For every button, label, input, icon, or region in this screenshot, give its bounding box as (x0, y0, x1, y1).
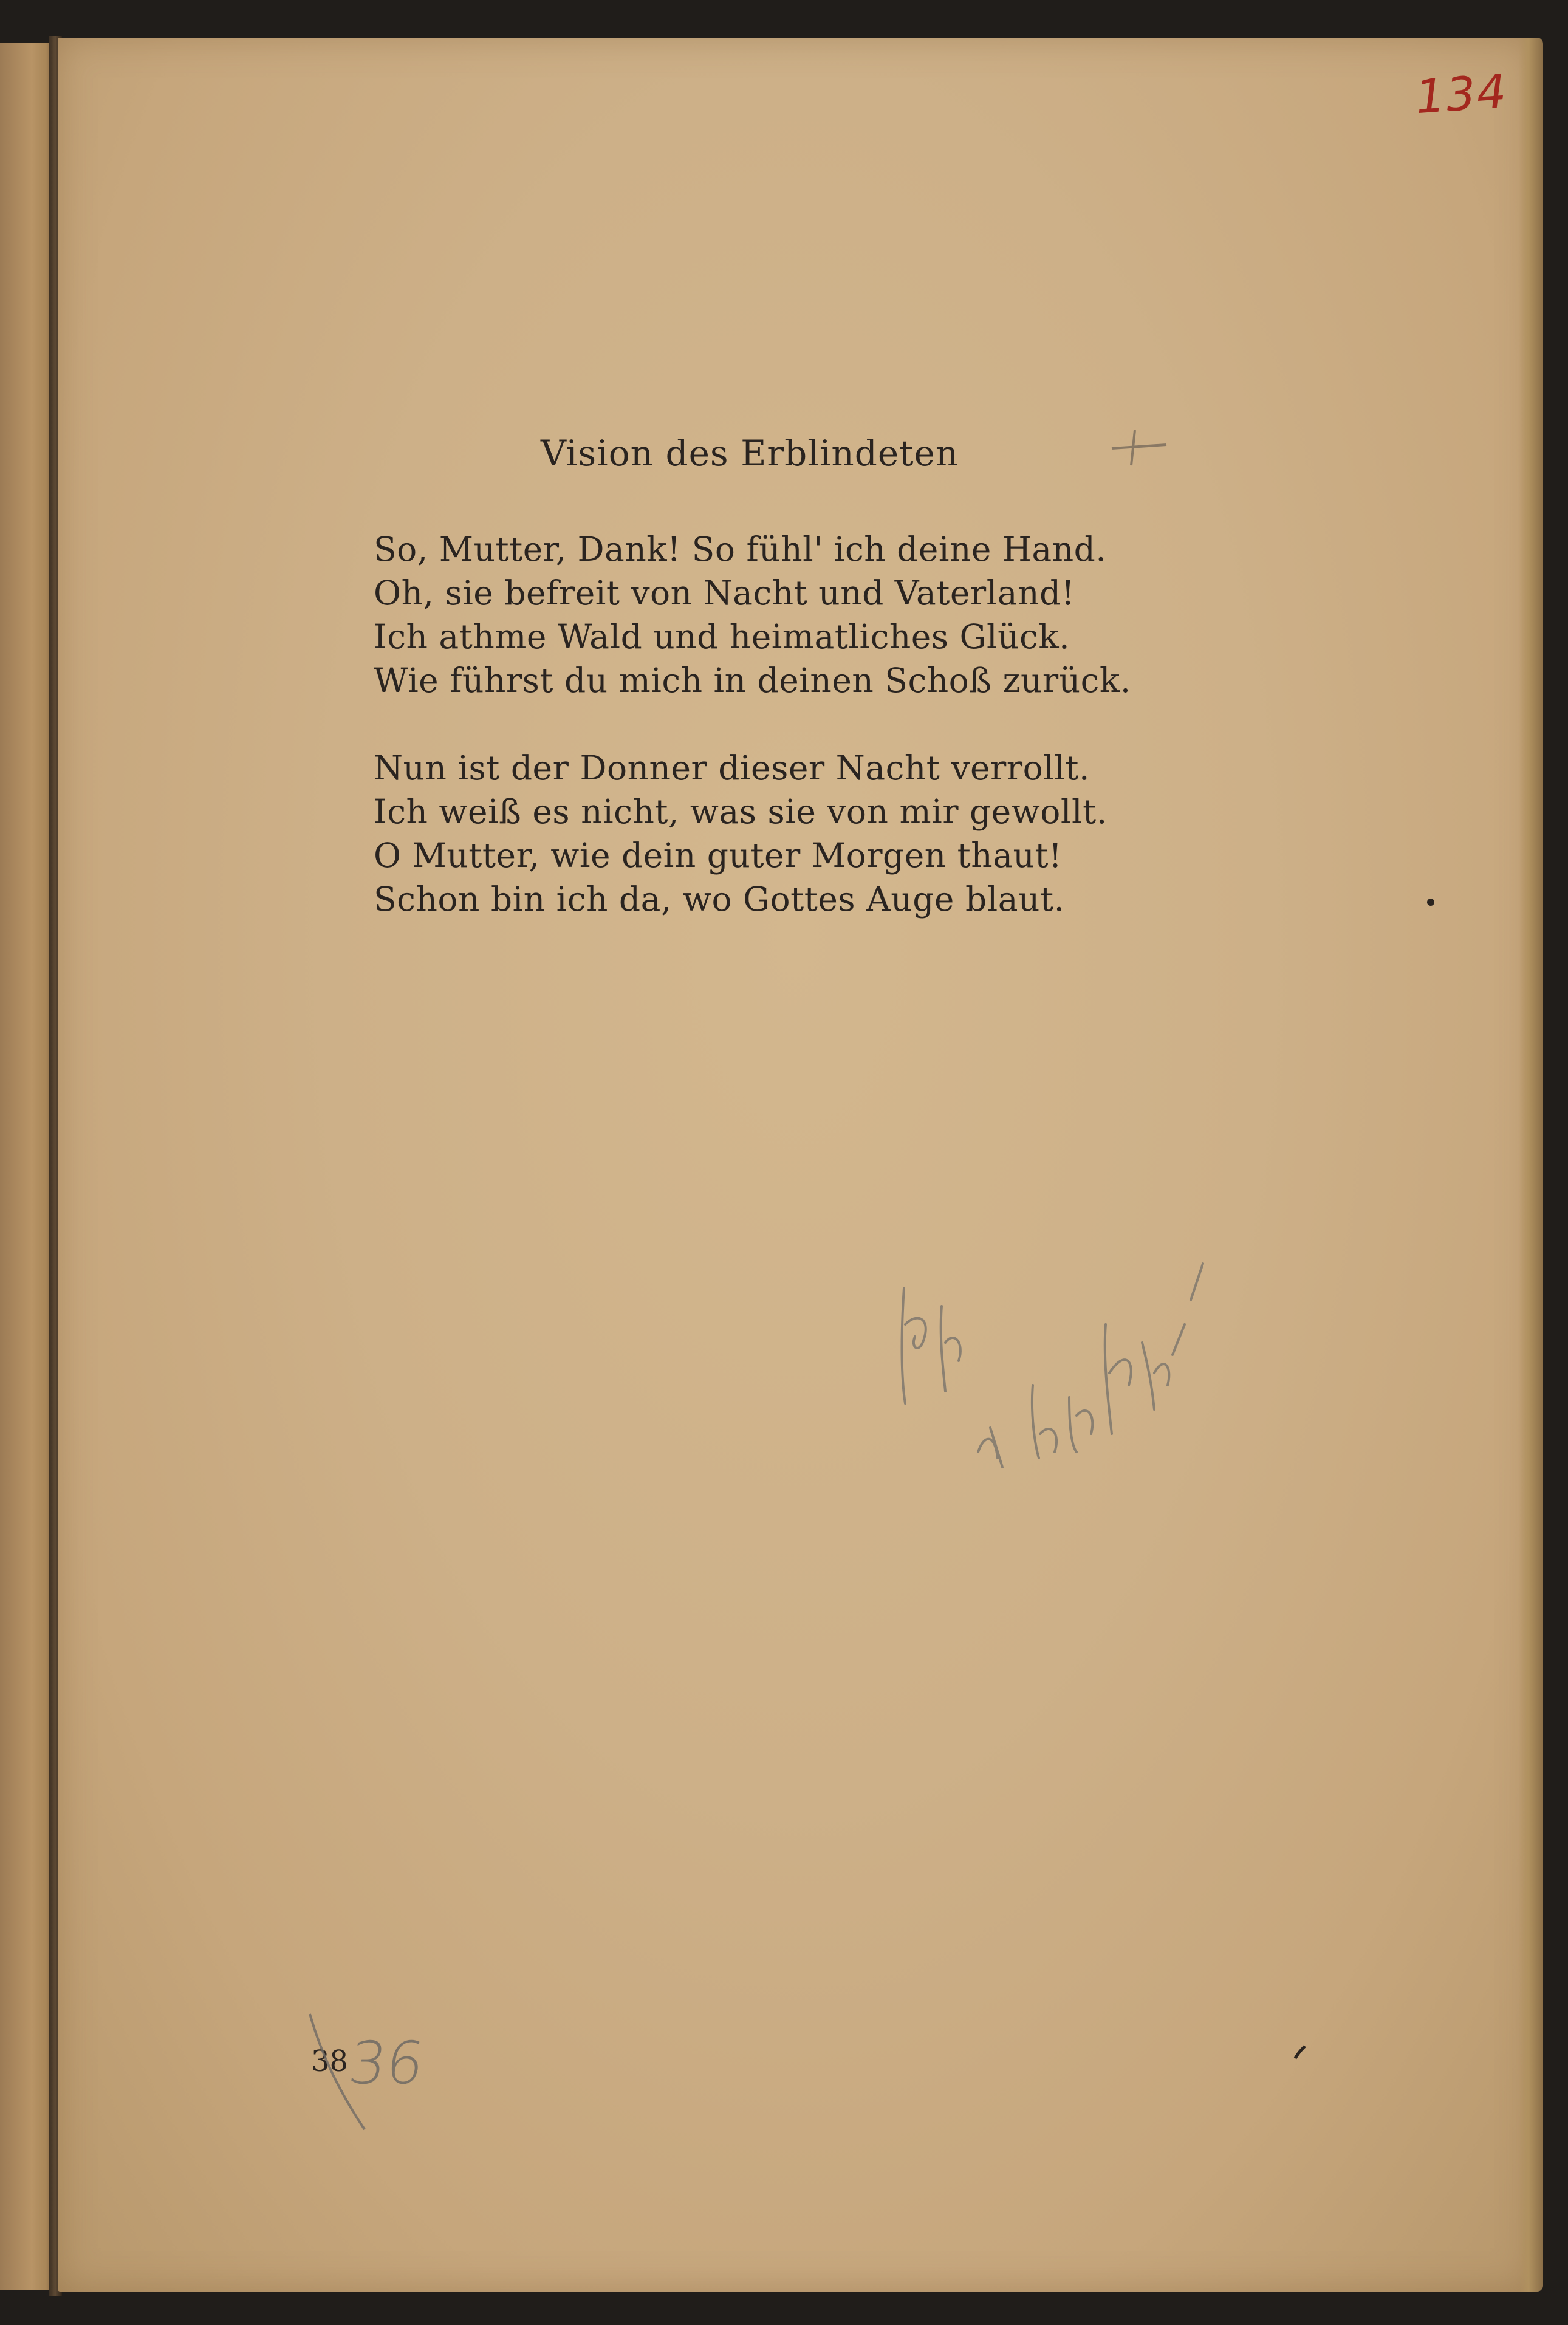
verse-line: Schon bin ich da, wo Gottes Auge blaut. (374, 880, 1065, 919)
verse-line: Wie führst du mich in deinen Schoß zurück. (374, 661, 1131, 700)
ink-dot (1422, 893, 1440, 911)
pencil-annotation (887, 1252, 1312, 1507)
stray-mark (1106, 425, 1173, 468)
page-sheet (58, 38, 1534, 2292)
verse-line: So, Mutter, Dank! So fühl' ich deine Hand. (374, 530, 1107, 569)
printed-page-number: 38 (311, 2044, 349, 2078)
stanza-1 (374, 527, 1224, 702)
verse-line: Nun ist der Donner dieser Nacht verrollt. (374, 748, 1090, 787)
archive-number: 134 (1414, 63, 1509, 125)
stanza-2 (374, 746, 1224, 921)
verse-line: Ich weiß es nicht, was sie von mir gewollt. (374, 792, 1108, 831)
verse-line: Ich athme Wald und heimatliches Glück. (374, 617, 1070, 656)
page-edge (1519, 38, 1543, 2292)
pencil-page-number: 36 (344, 2029, 429, 2097)
ink-speck (1288, 2041, 1312, 2066)
verse-line: Oh, sie befreit von Nacht und Vaterland! (374, 574, 1075, 612)
poem-title: Vision des Erblindeten (541, 433, 959, 474)
verse-line: O Mutter, wie dein guter Morgen thaut! (374, 836, 1063, 875)
